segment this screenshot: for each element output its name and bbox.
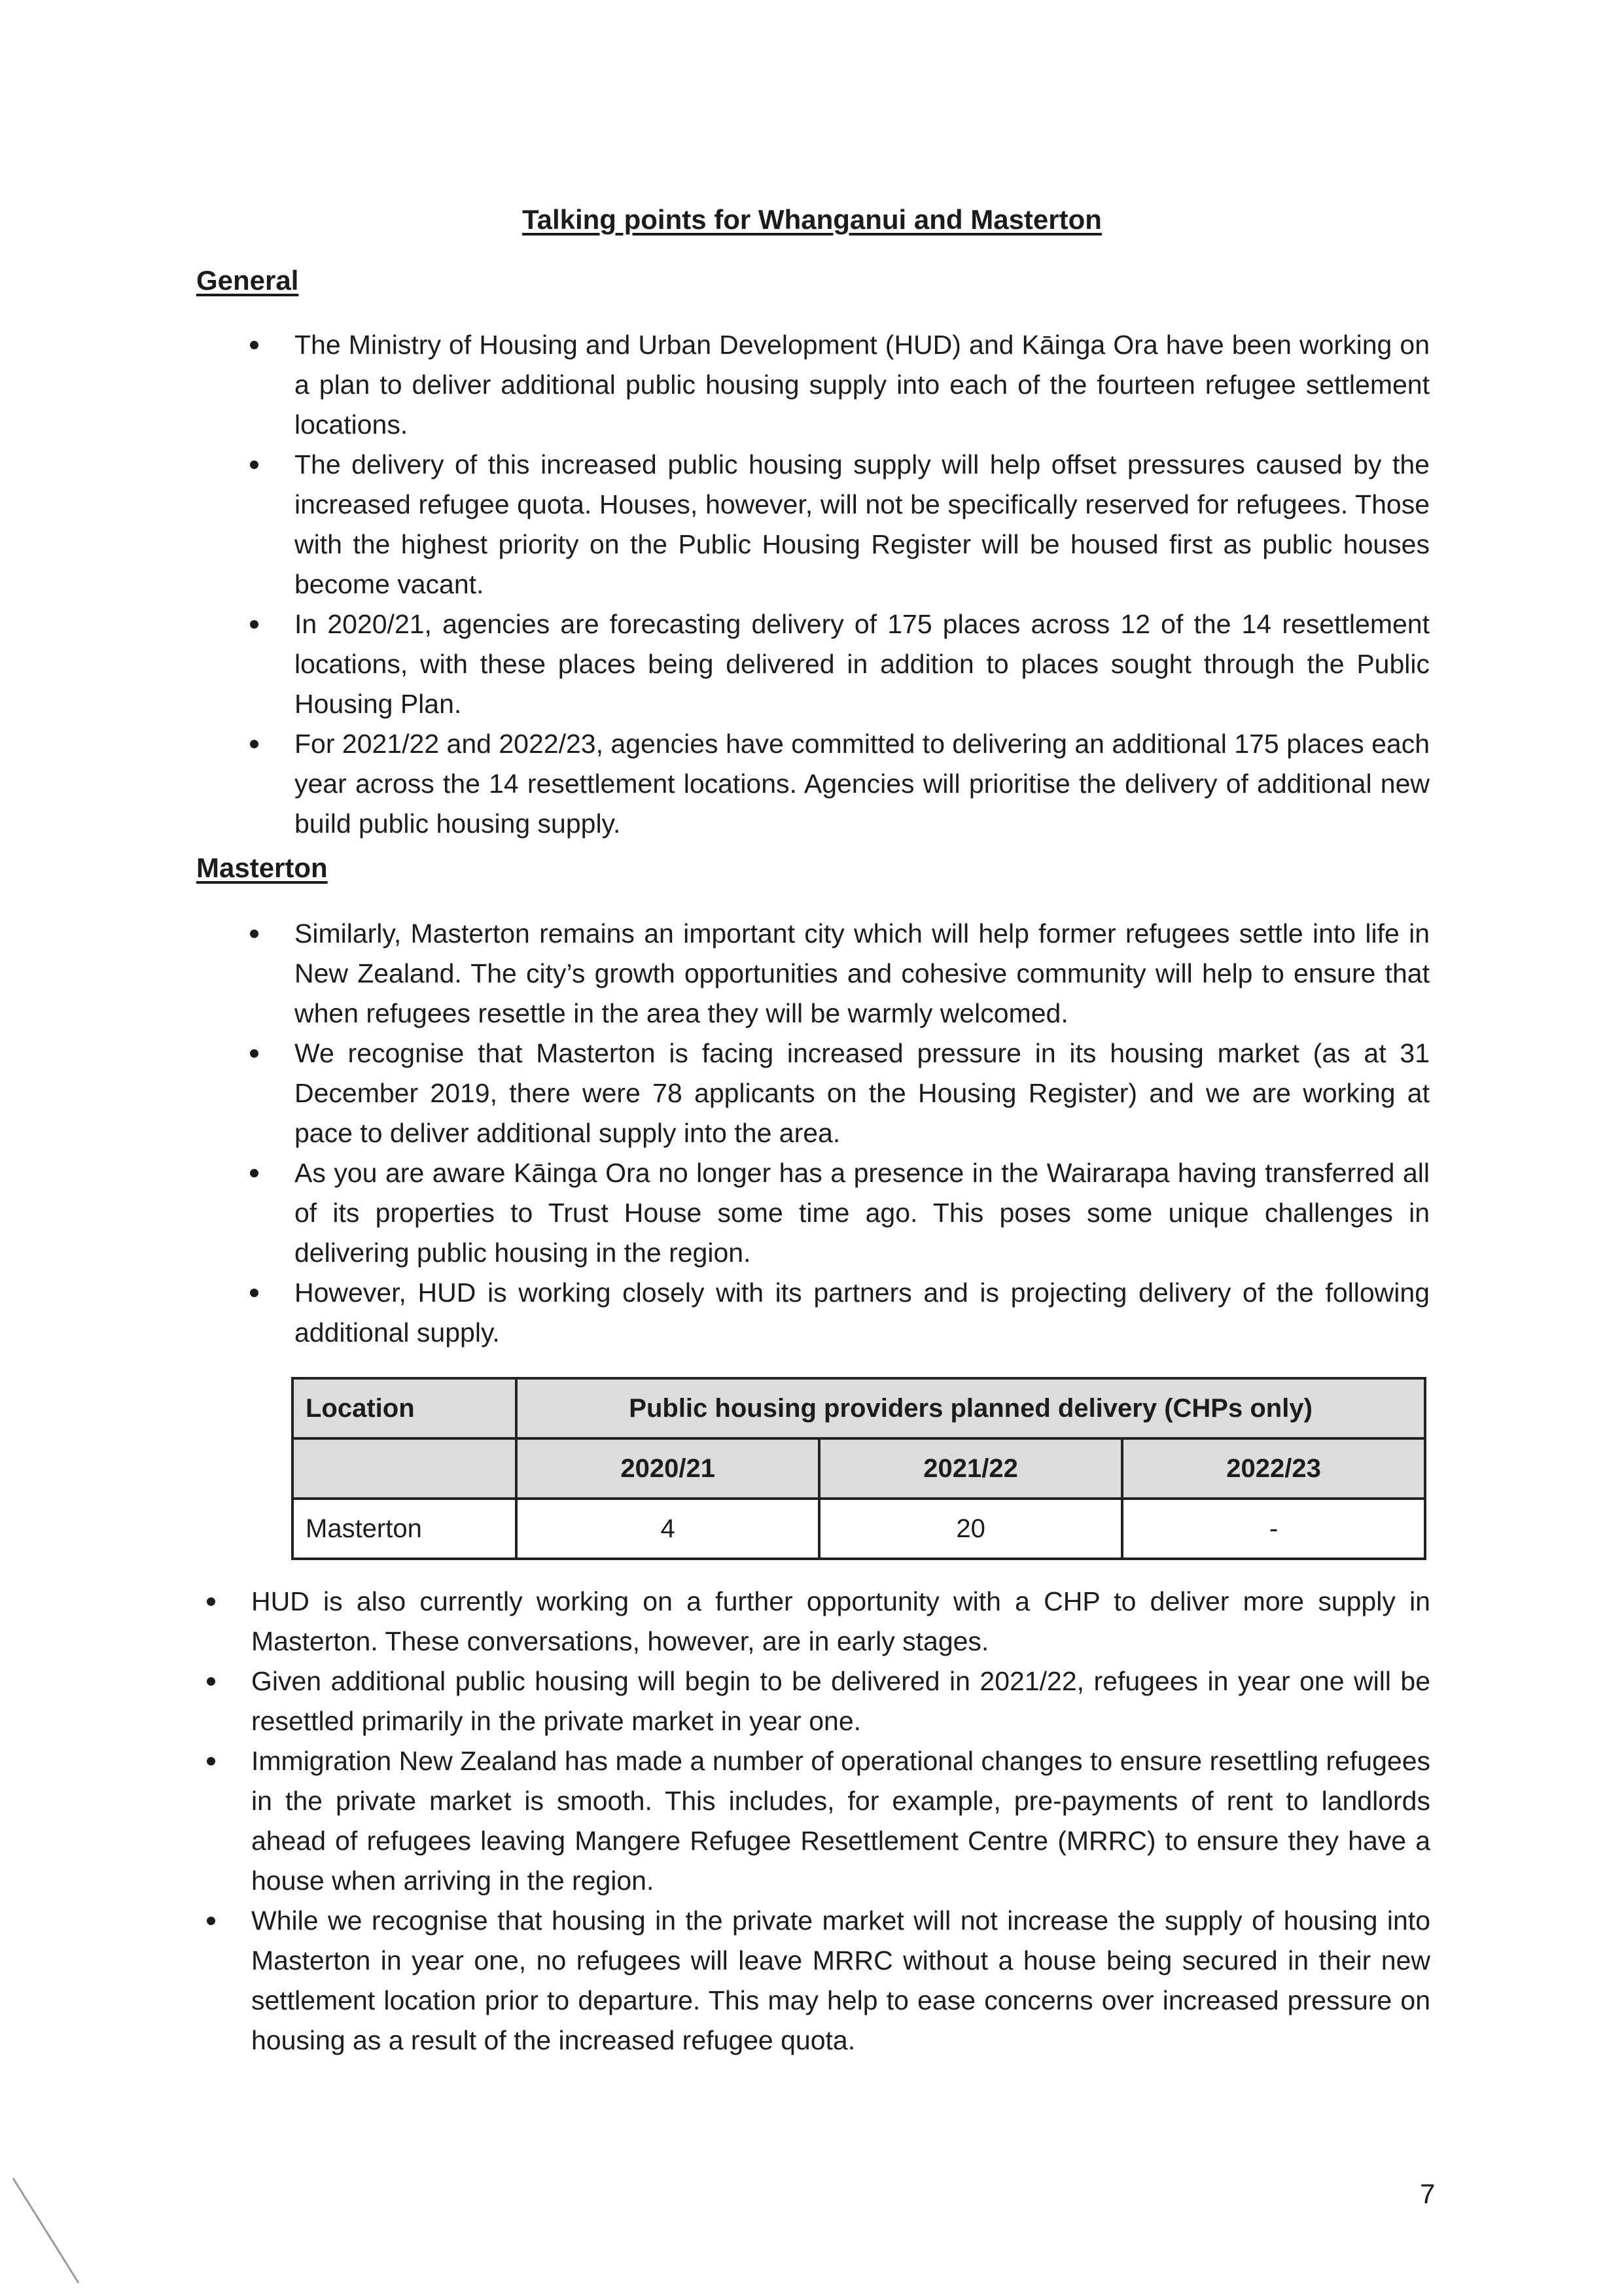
location-column-header: Location xyxy=(292,1378,516,1438)
year-header: 2021/22 xyxy=(819,1438,1122,1499)
list-item: We recognise that Masterton is facing increased pressure in its housing market (as at 31 December 2019, there were 78 applicants on the Housing Register) and we are working at pace to deliver additional supply into the area. xyxy=(294,1034,1430,1153)
year-header: 2022/23 xyxy=(1122,1438,1425,1499)
value-cell: - xyxy=(1122,1499,1425,1559)
page-number: 7 xyxy=(1420,2178,1436,2209)
list-item: Immigration New Zealand has made a number of operational changes to ensure resettling refugees in the private market is smooth. This includes, for example, pre-payments of rent to landlords ahead of refugees leaving Mangere Refugee Resettlement Centre (MRRC) to ensure they have a house when arriving in the region. xyxy=(251,1741,1430,1901)
group-column-header: Public housing providers planned delivery (CHPs only) xyxy=(516,1378,1425,1438)
list-item: While we recognise that housing in the private market will not increase the supply of housing into Masterton in year one, no refugees will leave MRRC without a house being secured in their new settlement location prior to departure. This may help to ease concerns over increased pressure on housing as a result of the increased refugee quota. xyxy=(251,1901,1430,2061)
general-heading: General xyxy=(196,265,299,296)
list-item: The delivery of this increased public housing supply will help offset pressures caused by the increased refugee quota. Houses, however, will not be specifically reserved for refugees. Those with the highest priority on the Public Housing Register will be housed first as public houses become vacant. xyxy=(294,445,1430,604)
list-item: However, HUD is working closely with its partners and is projecting delivery of the following additional supply. xyxy=(294,1273,1430,1353)
list-item: Given additional public housing will begin to be delivered in 2021/22, refugees in year one will be resettled primarily in the private market in year one. xyxy=(251,1661,1430,1741)
value-cell: 20 xyxy=(819,1499,1122,1559)
page-title: Talking points for Whanganui and Masterton xyxy=(522,204,1102,235)
masterton-heading: Masterton xyxy=(196,852,328,883)
list-item: Similarly, Masterton remains an important city which will help former refugees settle into life in New Zealand. The city’s growth opportunities and cohesive community will help to ensure that when refugees resettle in the area they will be warmly welcomed. xyxy=(294,914,1430,1034)
location-cell: Masterton xyxy=(292,1499,516,1559)
list-item: HUD is also currently working on a further opportunity with a CHP to deliver more supply in Masterton. These conversations, however, are in early stages. xyxy=(251,1582,1430,1661)
value-cell: 4 xyxy=(516,1499,819,1559)
year-header: 2020/21 xyxy=(516,1438,819,1499)
list-item: For 2021/22 and 2022/23, agencies have committed to delivering an additional 175 places each year across the 14 resettlement locations. Agencies will prioritise the delivery of additional new build public housing supply. xyxy=(294,724,1430,844)
list-item: In 2020/21, agencies are forecasting delivery of 175 places across 12 of the 14 resettlement locations, with these places being delivered in addition to places sought through the Public Housing Plan. xyxy=(294,604,1430,724)
list-item: As you are aware Kāinga Ora no longer has a presence in the Wairarapa having transferred all of its properties to Trust House some time ago. This poses some unique challenges in delivering public housing in the region. xyxy=(294,1153,1430,1273)
list-item: The Ministry of Housing and Urban Development (HUD) and Kāinga Ora have been working on a plan to deliver additional public housing supply into each of the fourteen refugee settlement locations. xyxy=(294,325,1430,445)
